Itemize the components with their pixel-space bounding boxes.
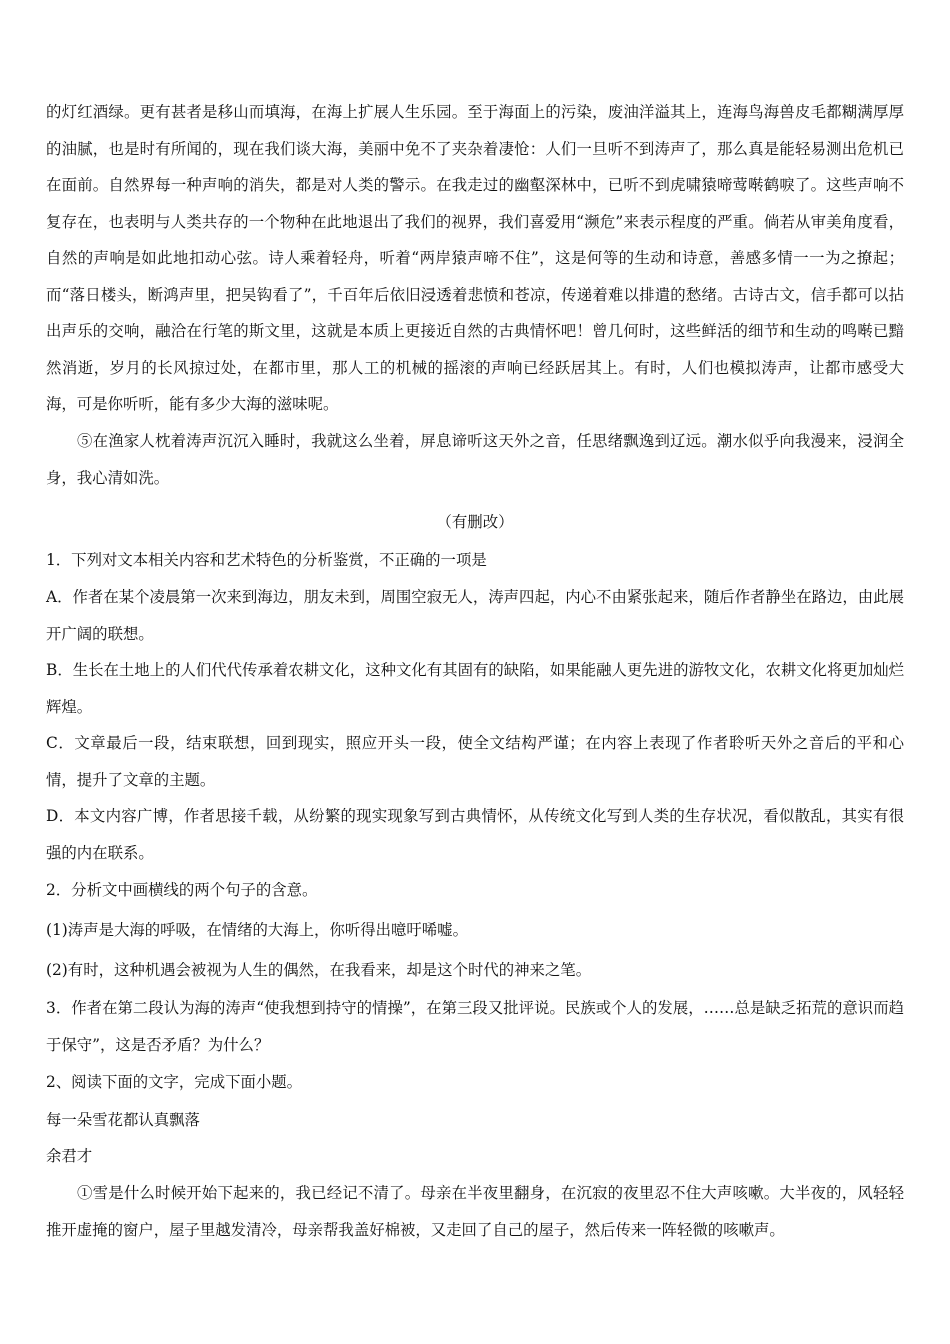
question-2-sentence-1: (1)涛声是大海的呼吸，在情绪的大海上，你听得出噫吁唏嘘。 bbox=[46, 921, 468, 939]
section-2-intro: 2、阅读下面的文字，完成下面小题。 bbox=[46, 1073, 303, 1091]
revision-note: （有删改） bbox=[436, 513, 514, 531]
article-title: 每一朵雪花都认真飘落 bbox=[46, 1111, 200, 1129]
question-1-option-a: A．作者在某个凌晨第一次来到海边，朋友未到，周围空寂无人，涛声四起，内心不由紧张起来，随后作者静坐在路边，由此展开广阔的联想。 bbox=[46, 588, 904, 643]
article-author: 余君才 bbox=[46, 1147, 93, 1165]
question-2-stem: 2．分析文中画横线的两个句子的含意。 bbox=[46, 881, 318, 899]
question-1-option-b: B．生长在土地上的人们代代传承着农耕文化，这种文化有其固有的缺陷，如果能融人更先进的游牧文化，农耕文化将更加灿烂辉煌。 bbox=[46, 661, 904, 716]
question-1-stem: 1．下列对文本相关内容和艺术特色的分析鉴赏，不正确的一项是 bbox=[46, 551, 487, 569]
question-3-stem: 3．作者在第二段认为海的涛声“使我想到持守的情操”，在第三段又批评说。民族或个人的发展，……总是缺乏拓荒的意识而趋于保守”，这是否矛盾？为什么？ bbox=[46, 999, 904, 1054]
paragraph-4-tail: 的灯红酒绿。更有甚者是移山而填海，在海上扩展人生乐园。至于海面上的污染，废油洋溢其上，连海鸟海兽皮毛都糊满厚厚的油腻，也是时有所闻的，现在我们谈大海，美丽中免不了夹杂着凄怆：人们一旦听不到涛声了，那么真是能轻易测出危机已在面前。自然界每一种声响的消失，都是对人类的警示。在我走过的幽壑深林中，已听不到虎啸猿啼莺啭鹤唳了。这些声响不复存在，也表明与人类共存的一个物种在此地退出了我们的视界，我们喜爱用“濒危”来表示程度的严重。倘若从审美角度看，自然的声响是如此地扣动心弦。诗人乘着轻舟，听着“两岸猿声啼不住”，这是何等的生动和诗意，善感多情一一为之撩起；而“落日楼头，断鸿声里，把吴钩看了”，千百年后依旧浸透着悲愤和苍凉，传递着难以排遣的愁绪。古诗古文，信手都可以拈出声乐的交响，融洽在行笔的斯文里，这就是本质上更接近自然的古典情怀吧！曾几何时，这些鲜活的细节和生动的鸣啭已黯然消逝，岁月的长风掠过处，在都市里，那人工的机械的摇滚的声响已经跃居其上。有时，人们也模拟涛声，让都市感受大海，可是你听听，能有多少大海的滋味呢。 bbox=[46, 103, 904, 413]
article-paragraph-1: ①雪是什么时候开始下起来的，我已经记不清了。母亲在半夜里翻身，在沉寂的夜里忍不住大声咳嗽。大半夜的，风轻轻推开虚掩的窗户，屋子里越发清冷，母亲帮我盖好棉被，又走回了自己的屋子，然后传来一阵轻微的咳嗽声。 bbox=[46, 1184, 904, 1239]
question-1-option-d: D．本文内容广博，作者思接千载，从纷繁的现实现象写到古典情怀，从传统文化写到人类的生存状况，看似散乱，其实有很强的内在联系。 bbox=[46, 807, 904, 862]
question-2-sentence-2: (2)有时，这种机遇会被视为人生的偶然，在我看来，却是这个时代的神来之笔。 bbox=[46, 961, 592, 979]
paragraph-5: ⑤在渔家人枕着涛声沉沉入睡时，我就这么坐着，屏息谛听这天外之音，任思绪飘逸到辽远。潮水似乎向我漫来，浸润全身，我心清如洗。 bbox=[46, 432, 904, 487]
question-1-option-c: C．文章最后一段，结束联想，回到现实，照应开头一段，使全文结构严谨；在内容上表现了作者聆听天外之音后的平和心情，提升了文章的主题。 bbox=[46, 734, 904, 789]
